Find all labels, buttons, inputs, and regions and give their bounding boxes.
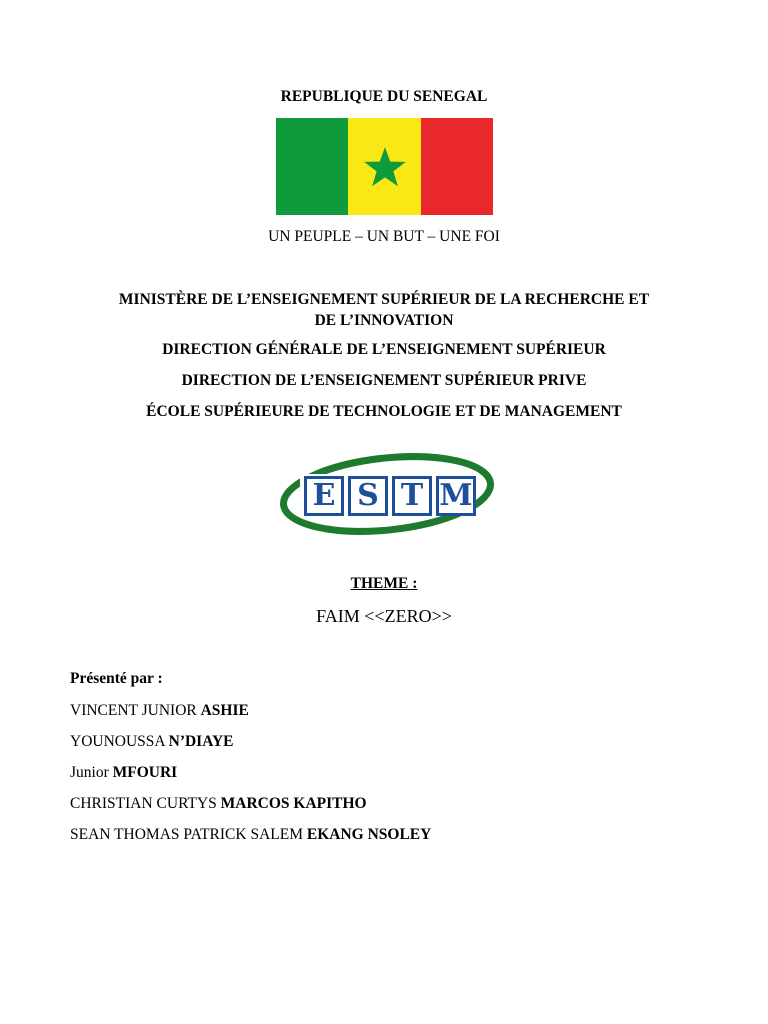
presenter-first-name: YOUNOUSSA <box>70 733 169 750</box>
presenter-first-name: CHRISTIAN CURTYS <box>70 795 221 812</box>
logo-letter-e <box>304 476 344 516</box>
green-star-icon <box>363 146 407 188</box>
svg-text:T: T <box>400 478 424 513</box>
ministry-line-1: MINISTÈRE DE L’ENSEIGNEMENT SUPÉRIEUR DE LA RECHERCHE ET <box>118 291 650 308</box>
presenter-row <box>70 701 431 732</box>
direction-generale: DIRECTION GÉNÉRALE DE L’ENSEIGNEMENT SUPÉRIEUR <box>162 341 606 358</box>
presenter-first-name: Junior <box>70 764 113 781</box>
presenter-first-name: SEAN THOMAS PATRICK SALEM <box>70 826 307 843</box>
logo-letter-m <box>436 476 476 516</box>
presented-by-label: Présenté par : <box>70 670 163 687</box>
presenter-row <box>70 794 431 825</box>
national-motto: UN PEUPLE – UN BUT – UNE FOI <box>268 228 500 245</box>
presenter-last-name: EKANG NSOLEY <box>306 826 432 843</box>
estm-logo <box>278 452 496 536</box>
flag-red-band <box>421 118 493 215</box>
logo-letter-s <box>348 476 388 516</box>
school-name: ÉCOLE SUPÉRIEURE DE TECHNOLOGIE ET DE MANAGEMENT <box>146 403 622 420</box>
presenter-last-name: ASHIE <box>200 702 249 719</box>
republic-heading: REPUBLIQUE DU SENEGAL <box>280 88 488 105</box>
presenter-last-name: MFOURI <box>112 764 178 781</box>
presenter-row <box>70 763 431 794</box>
presenter-row <box>70 825 431 856</box>
theme-label: THEME : <box>350 575 418 592</box>
presenter-last-name: N’DIAYE <box>168 733 234 750</box>
ministry-title <box>0 289 768 331</box>
svg-text:M: M <box>439 478 473 513</box>
presenters-list <box>70 701 431 856</box>
svg-text:S: S <box>357 478 379 513</box>
theme-title: FAIM <<ZERO>> <box>316 606 452 626</box>
direction-prive: DIRECTION DE L’ENSEIGNEMENT SUPÉRIEUR PRIVE <box>181 372 587 389</box>
ministry-line-2: DE L’INNOVATION <box>314 312 454 329</box>
presenter-row <box>70 732 431 763</box>
flag-green-band <box>276 118 348 215</box>
svg-text:E: E <box>312 478 336 513</box>
senegal-flag <box>276 118 493 215</box>
presenter-first-name: VINCENT JUNIOR <box>70 702 201 719</box>
presenter-last-name: MARCOS KAPITHO <box>220 795 367 812</box>
logo-letter-t <box>392 476 432 516</box>
